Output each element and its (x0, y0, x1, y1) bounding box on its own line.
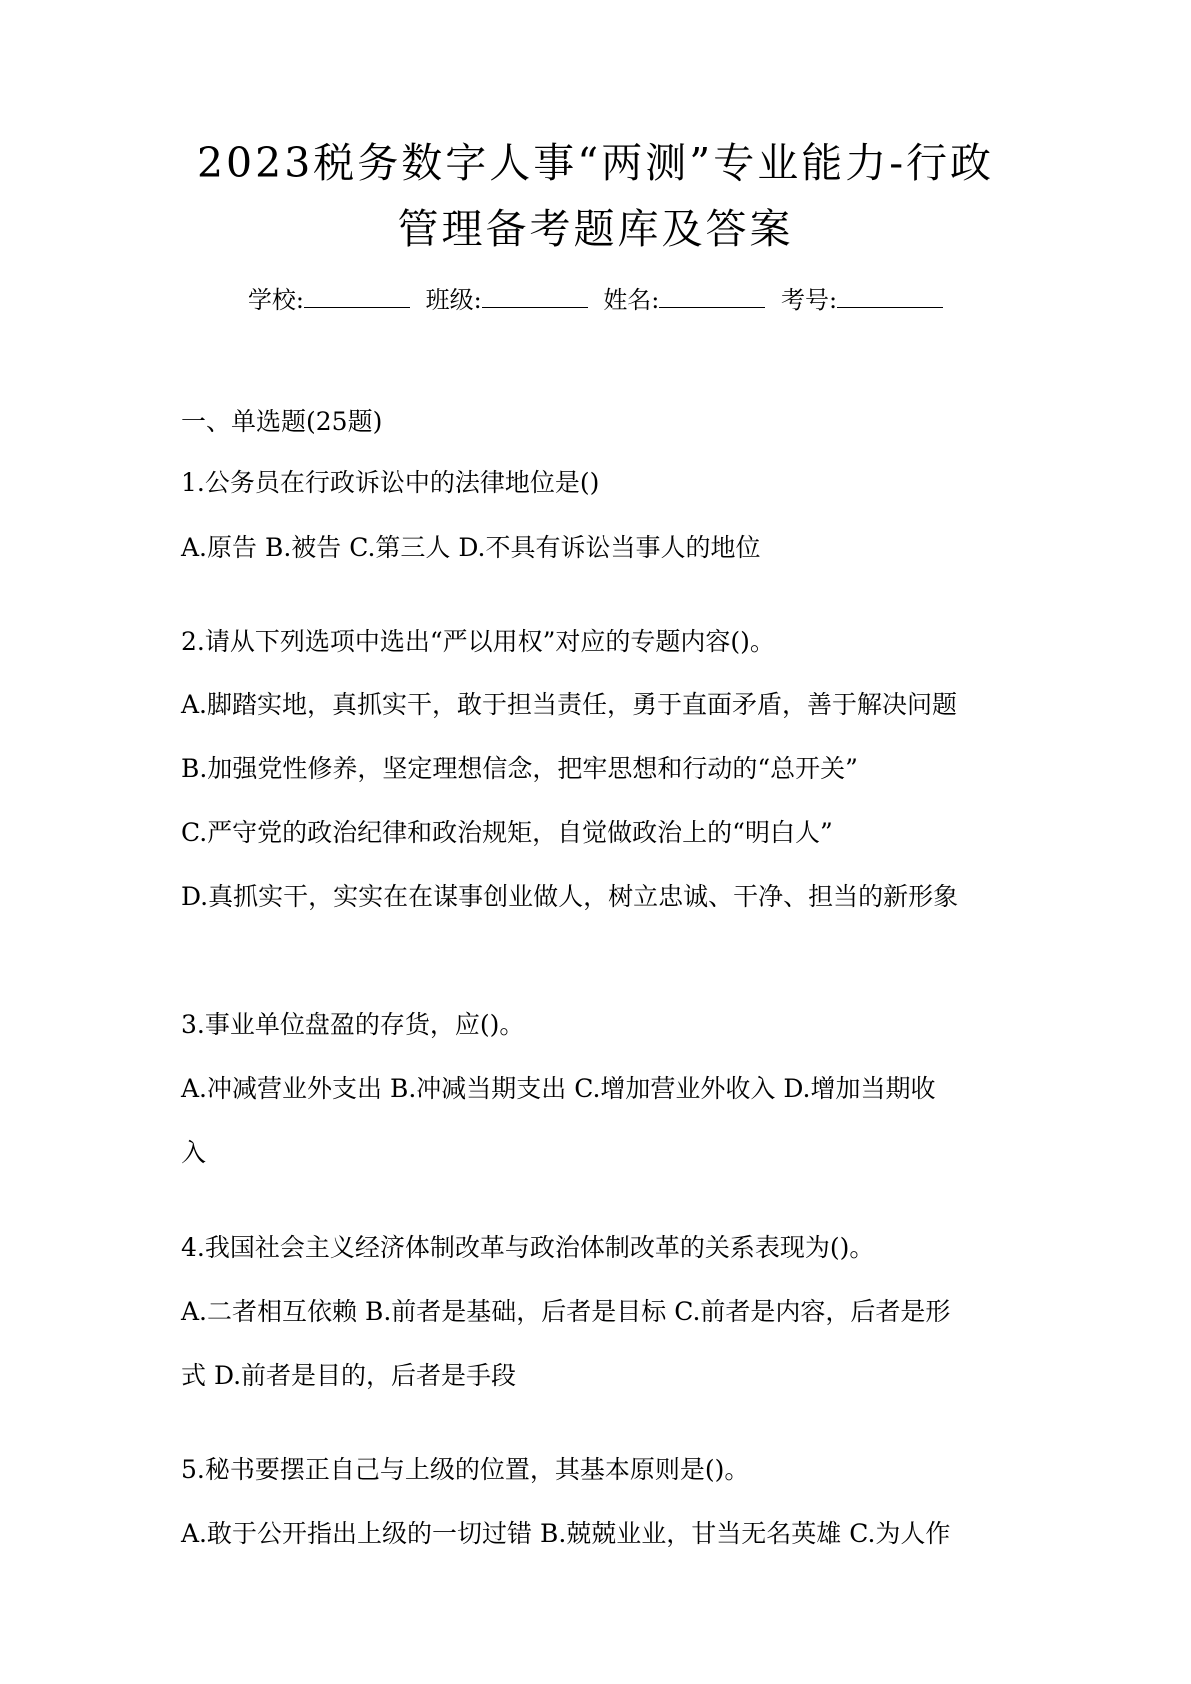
exam-no-blank (837, 285, 943, 308)
question-1-options: A.原告 B.被告 C.第三人 D.不具有诉讼当事人的地位 (181, 533, 761, 562)
exam-no-label: 考号: (781, 286, 838, 314)
class-blank (482, 285, 588, 308)
name-blank (659, 285, 765, 308)
question-3-options-line-2: 入 (181, 1138, 207, 1167)
question-1-stem: 1.公务员在行政诉讼中的法律地位是() (181, 468, 600, 497)
school-field (248, 280, 410, 315)
question-3-stem: 3.事业单位盘盈的存货，应()。 (181, 1010, 525, 1039)
class-label: 班级: (425, 286, 482, 314)
question-2-option-a: A.脚踏实地，真抓实干，敢于担当责任，勇于直面矛盾，善于解决问题 (181, 690, 958, 719)
document-title-line-1: 2023税务数字人事“两测”专业能力-行政 (196, 139, 995, 187)
class-field (426, 280, 588, 315)
question-3-options-line-1: A.冲减营业外支出 B.冲减当期支出 C.增加营业外收入 D.增加当期收 (181, 1074, 936, 1103)
question-2-option-c: C.严守党的政治纪律和政治规矩，自觉做政治上的“明白人” (181, 818, 833, 847)
question-5-stem: 5.秘书要摆正自己与上级的位置，其基本原则是()。 (181, 1455, 750, 1484)
question-4-stem: 4.我国社会主义经济体制改革与政治体制改革的关系表现为()。 (181, 1233, 875, 1262)
student-info-row (0, 280, 1191, 315)
name-field (603, 280, 765, 315)
document-title-line-2: 管理备考题库及答案 (397, 205, 794, 253)
school-blank (304, 285, 410, 308)
exam-no-field (781, 280, 943, 315)
question-2-stem: 2.请从下列选项中选出“严以用权”对应的专题内容()。 (181, 627, 775, 656)
school-label: 学校: (247, 286, 304, 314)
name-label: 姓名: (603, 286, 660, 314)
section-heading: 一、单选题(25题) (181, 407, 383, 436)
question-2-option-b: B.加强党性修养，坚定理想信念，把牢思想和行动的“总开关” (181, 754, 858, 783)
question-5-options-line-1: A.敢于公开指出上级的一切过错 B.兢兢业业，甘当无名英雄 C.为人作 (181, 1519, 951, 1548)
question-2-option-d: D.真抓实干，实实在在谋事创业做人，树立忠诚、干净、担当的新形象 (181, 882, 959, 911)
question-4-options-line-1: A.二者相互依赖 B.前者是基础，后者是目标 C.前者是内容，后者是形 (181, 1297, 951, 1326)
question-4-options-line-2: 式 D.前者是目的，后者是手段 (181, 1361, 517, 1390)
